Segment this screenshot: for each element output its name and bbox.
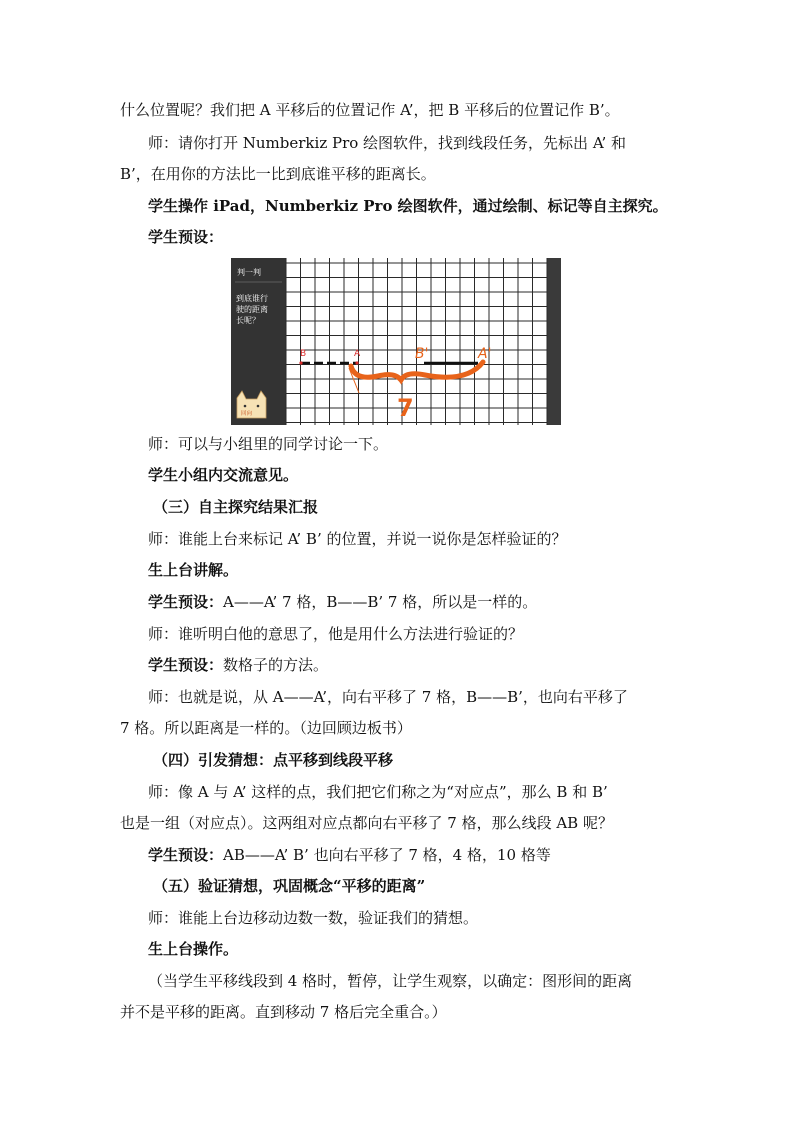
line-13-text: 数格子的方法。 [223,656,329,674]
line-17: 师：像 A 与 A’ 这样的点，我们把它们称之为“对应点”，那么 B 和 B’ [148,783,608,801]
line-18: 也是一组（对应点）。这两组对应点都向右平移了 7 格，那么线段 AB 呢？ [120,814,613,832]
line-3: B’，在用你的方法比一比到底谁平移的距离长。 [120,165,436,183]
panel-question-line-2: 驶的距离 [236,305,268,314]
line-5: 学生预设： [148,228,224,246]
prefix-student-preset: 学生预设： [148,846,224,864]
line-7: 学生小组内交流意见。 [148,466,299,484]
line-23: （当学生平移线段到 4 格时，暂停，让学生观察，以确定：图形间的距离 [148,972,633,990]
panel-header: 判一判 [237,268,261,277]
heading-5: （五）验证猜想，巩固概念“平移的距离” [153,877,426,895]
line-24: 并不是平移的距离。直到移动 7 格后完全重合。） [120,1003,447,1021]
line-12: 师：谁听明白他的意思了，他是用什么方法进行验证的？ [148,625,524,643]
line-14: 师：也就是说，从 A——A’，向右平移了 7 格，B——B’，也向右平移了 [148,688,628,706]
label-b-prime: B' [415,346,429,362]
line-10: 生上台讲解。 [148,561,239,579]
line-11-text: A——A’ 7 格，B——B’ 7 格，所以是一样的。 [223,593,538,611]
right-panel-strip [547,258,561,425]
label-a-prime: A' [478,346,492,362]
handwritten-seven: 7 [397,394,414,422]
line-6: 师：可以与小组里的同学讨论一下。 [148,435,389,453]
heading-4: （四）引发猜想：点平移到线段平移 [153,751,394,769]
panel-question-line-3: 长呢？ [236,316,260,325]
mascot-label: 回向 [241,411,253,417]
drawing-app-screenshot [231,258,561,425]
line-21: 师：谁能上台边移动边数一数，验证我们的猜想。 [148,909,479,927]
line-9: 师：谁能上台来标记 A’ B’ 的位置，并说一说你是怎样验证的？ [148,530,567,548]
line-19-text: AB——A’ B’ 也向右平移了 7 格，4 格，10 格等 [223,846,551,864]
line-11 [148,592,537,612]
point-a [355,361,358,364]
heading-3: （三）自主探究结果汇报 [153,498,319,516]
label-a: A [354,349,361,359]
line-2: 师：请你打开 Numberkiz Pro 绘图软件，找到线段任务，先标出 A’ 和 [148,134,626,152]
line-15: 7 格。所以距离是一样的。（边回顾边板书） [120,719,412,737]
line-1: 什么位置呢？我们把 A 平移后的位置记作 A’，把 B 平移后的位置记作 B’。 [120,101,620,119]
prefix-student-preset: 学生预设： [148,656,224,674]
line-4: 学生操作 iPad，Numberkiz Pro 绘图软件，通过绘制、标记等自主探究。 [148,197,668,215]
line-13 [148,655,328,675]
label-b: B [300,349,307,359]
panel-question-line-1: 到底谁行 [236,294,268,303]
prefix-student-preset: 学生预设： [148,593,224,611]
point-b [299,361,302,364]
line-22: 生上台操作。 [148,940,239,958]
line-19 [148,845,551,865]
